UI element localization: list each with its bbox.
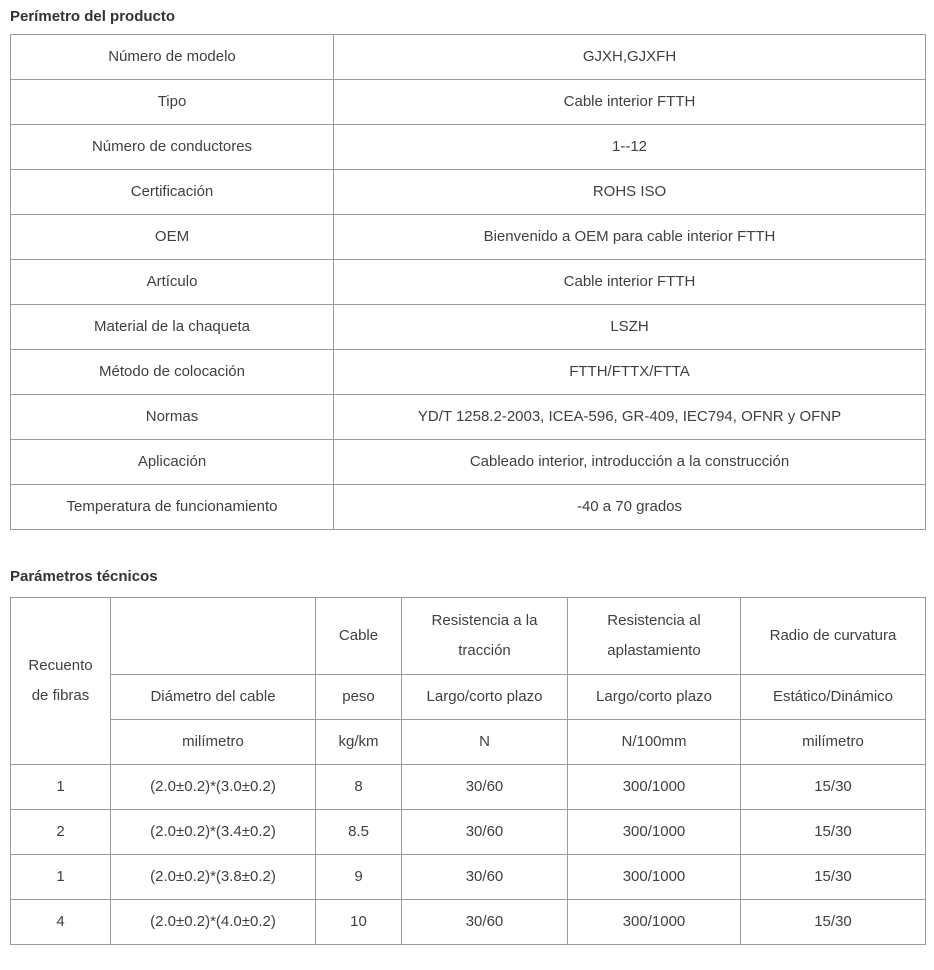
product-perimeter-title: Perímetro del producto (10, 8, 176, 25)
header-bend-radius: Radio de curvatura (741, 598, 926, 675)
spec-label-item: Artículo (11, 260, 334, 305)
product-perimeter-table (10, 34, 926, 530)
spec-label-model: Número de modelo (11, 35, 334, 80)
header-bend-term: Estático/Dinámico (741, 675, 926, 720)
cell-tensile-strength: 30/60 (402, 900, 568, 945)
header-row-2 (11, 675, 926, 720)
cell-crush-resistance: 300/1000 (568, 765, 741, 810)
cell-tensile-strength: 30/60 (402, 765, 568, 810)
spec-label-placement-method: Método de colocación (11, 350, 334, 395)
spec-value-jacket-material: LSZH (334, 305, 926, 350)
spec-label-operating-temperature: Temperatura de funcionamiento (11, 485, 334, 530)
cell-cable-weight: 8.5 (316, 810, 402, 855)
header-tensile-strength: Resistencia a la tracción (402, 598, 568, 675)
table-row (11, 215, 926, 260)
cell-bend-radius: 15/30 (741, 855, 926, 900)
cell-crush-resistance: 300/1000 (568, 900, 741, 945)
header-bend-unit: milímetro (741, 720, 926, 765)
table-row (11, 900, 926, 945)
cell-cable-diameter: (2.0±0.2)*(3.0±0.2) (111, 765, 316, 810)
spec-label-type: Tipo (11, 80, 334, 125)
cell-bend-radius: 15/30 (741, 900, 926, 945)
cell-fiber-count: 4 (11, 900, 111, 945)
cell-bend-radius: 15/30 (741, 765, 926, 810)
table-row (11, 350, 926, 395)
table-row (11, 35, 926, 80)
cell-crush-resistance: 300/1000 (568, 855, 741, 900)
cell-cable-diameter: (2.0±0.2)*(3.4±0.2) (111, 810, 316, 855)
spec-label-certification: Certificación (11, 170, 334, 215)
table-row (11, 395, 926, 440)
spec-label-jacket-material: Material de la chaqueta (11, 305, 334, 350)
cell-crush-resistance: 300/1000 (568, 810, 741, 855)
cell-cable-weight: 10 (316, 900, 402, 945)
table-row (11, 855, 926, 900)
cell-tensile-strength: 30/60 (402, 855, 568, 900)
spec-value-placement-method: FTTH/FTTX/FTTA (334, 350, 926, 395)
spec-value-standards: YD/T 1258.2-2003, ICEA-596, GR-409, IEC794, OFNR y OFNP (334, 395, 926, 440)
cell-fiber-count: 2 (11, 810, 111, 855)
table-row (11, 170, 926, 215)
technical-parameters-title: Parámetros técnicos (10, 568, 158, 585)
cell-cable-weight: 9 (316, 855, 402, 900)
technical-parameters-table (10, 597, 926, 945)
table-row (11, 485, 926, 530)
header-cable-diameter: Diámetro del cable (111, 675, 316, 720)
table-row (11, 260, 926, 305)
spec-value-type: Cable interior FTTH (334, 80, 926, 125)
header-weight-unit: kg/km (316, 720, 402, 765)
table-row (11, 125, 926, 170)
spec-label-application: Aplicación (11, 440, 334, 485)
header-crush-resistance: Resistencia al aplastamiento (568, 598, 741, 675)
header-row-1 (11, 598, 926, 675)
cell-cable-weight: 8 (316, 765, 402, 810)
cell-fiber-count: 1 (11, 855, 111, 900)
spec-value-certification: ROHS ISO (334, 170, 926, 215)
header-row-3 (11, 720, 926, 765)
table-row (11, 80, 926, 125)
header-tensile-term: Largo/corto plazo (402, 675, 568, 720)
cell-tensile-strength: 30/60 (402, 810, 568, 855)
header-empty-cell (111, 598, 316, 675)
table-row (11, 810, 926, 855)
header-fiber-count: Recuento de fibras (11, 598, 111, 765)
cell-cable-diameter: (2.0±0.2)*(3.8±0.2) (111, 855, 316, 900)
header-weight: peso (316, 675, 402, 720)
table-row (11, 765, 926, 810)
spec-value-model: GJXH,GJXFH (334, 35, 926, 80)
table-row (11, 440, 926, 485)
header-diameter-unit: milímetro (111, 720, 316, 765)
header-tensile-unit: N (402, 720, 568, 765)
header-crush-unit: N/100mm (568, 720, 741, 765)
spec-label-oem: OEM (11, 215, 334, 260)
table-row (11, 305, 926, 350)
header-cable: Cable (316, 598, 402, 675)
spec-label-conductors: Número de conductores (11, 125, 334, 170)
spec-label-standards: Normas (11, 395, 334, 440)
spec-value-application: Cableado interior, introducción a la construcción (334, 440, 926, 485)
cell-bend-radius: 15/30 (741, 810, 926, 855)
spec-value-operating-temperature: -40 a 70 grados (334, 485, 926, 530)
spec-value-conductors: 1--12 (334, 125, 926, 170)
spec-value-item: Cable interior FTTH (334, 260, 926, 305)
header-crush-term: Largo/corto plazo (568, 675, 741, 720)
cell-cable-diameter: (2.0±0.2)*(4.0±0.2) (111, 900, 316, 945)
spec-value-oem: Bienvenido a OEM para cable interior FTTH (334, 215, 926, 260)
cell-fiber-count: 1 (11, 765, 111, 810)
